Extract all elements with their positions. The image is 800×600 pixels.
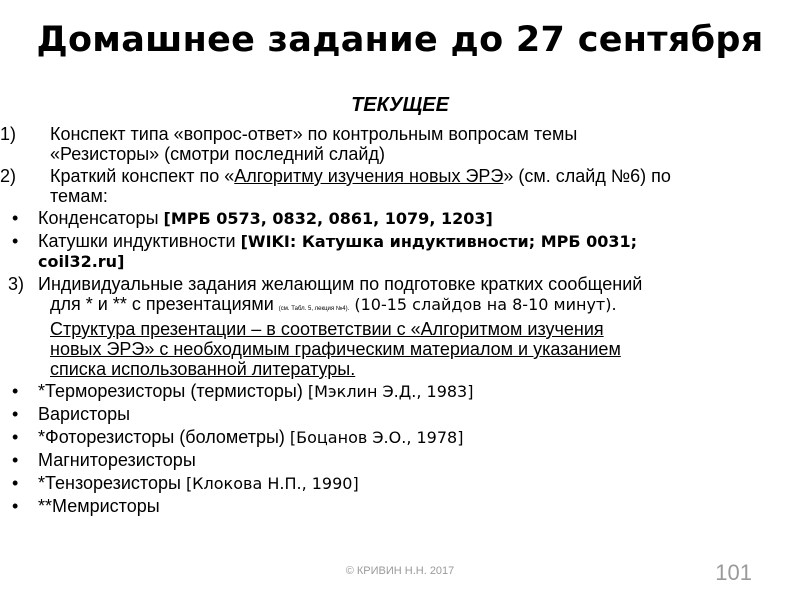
- slide-title: Домашнее задание до 27 сентября: [36, 20, 764, 60]
- topic-item: [0, 473, 800, 494]
- item-line: списка использованной литературы.: [50, 359, 356, 379]
- bullet-dot: •: [12, 381, 19, 401]
- topic-ref: [Мэклин Э.Д., 1983]: [307, 382, 474, 401]
- list-item-1: [0, 124, 800, 164]
- topic-item: [0, 496, 800, 517]
- item-line: Индивидуальные задания желающим по подготовке кратких сообщений: [38, 274, 643, 294]
- bullet-capacitors: [0, 208, 800, 229]
- topic-ref: [Клокова Н.П., 1990]: [185, 474, 359, 493]
- item-line: новых ЭРЭ» с необходимым графическим материалом и указанием: [50, 339, 621, 359]
- topic-text: *Терморезисторы (термисторы): [38, 381, 308, 401]
- bullet-dot: •: [12, 473, 19, 493]
- topic-ref: [Боцанов Э.О., 1978]: [289, 428, 464, 447]
- slide-subtitle: ТЕКУЩЕЕ: [351, 94, 449, 116]
- list-item-3: [0, 274, 800, 379]
- bullet-inductors: [0, 231, 800, 272]
- item-line: Конспект типа «вопрос-ответ» по контрольным вопросам темы: [50, 124, 578, 144]
- item-tiny-note: (см. Табл. 5, лекция №4).: [278, 306, 350, 312]
- bullet-dot: •: [12, 427, 19, 447]
- item-line: «Резисторы» (смотри последний слайд): [50, 144, 385, 164]
- item-line: [50, 294, 765, 319]
- item-number: 2): [0, 166, 17, 186]
- bullet-text: Конденсаторы: [38, 208, 164, 228]
- algorithm-link[interactable]: Алгоритму изучения новых ЭРЭ: [234, 166, 504, 186]
- topic-item: [0, 450, 800, 471]
- item-text: » (см. слайд №6) по: [503, 166, 671, 186]
- bullet-dot: •: [12, 496, 19, 516]
- copyright-footer: © КРИВИН Н.Н. 2017: [345, 565, 455, 577]
- item-text: Краткий конспект по «: [50, 166, 235, 186]
- topic-text: Варисторы: [38, 404, 131, 424]
- item-text: для * и ** с презентациями: [50, 294, 279, 314]
- topic-text: *Тензорезисторы: [38, 473, 186, 493]
- topic-text: Магниторезисторы: [38, 450, 196, 470]
- topic-item: [0, 381, 800, 402]
- item-line: темам:: [50, 186, 108, 206]
- topic-item: [0, 427, 800, 448]
- bullet-dot: •: [12, 404, 19, 424]
- bullet-dot: •: [12, 450, 19, 470]
- bullet-ref-cont: coil32.ru]: [38, 252, 125, 271]
- topic-text: *Фоторезисторы (болометры): [38, 427, 290, 447]
- bullet-ref: [WIKI: Катушка индуктивности; МРБ 0031;: [240, 232, 638, 251]
- bullet-dot: •: [12, 231, 19, 251]
- item-number: 1): [0, 124, 17, 144]
- topic-text: **Мемристоры: [38, 496, 160, 516]
- slide-content: [0, 124, 800, 517]
- list-item-2: [0, 166, 800, 206]
- bullet-ref: [МРБ 0573, 0832, 0861, 1079, 1203]: [163, 209, 493, 228]
- bullet-text: Катушки индуктивности: [38, 231, 241, 251]
- page-number: 101: [715, 560, 752, 585]
- item-text: (10-15 слайдов на 8-10 минут).: [349, 295, 617, 314]
- item-number: 3): [8, 274, 25, 294]
- bullet-dot: •: [12, 208, 19, 228]
- topic-item: [0, 404, 800, 425]
- item-line: [50, 166, 765, 186]
- item-line: Структура презентации – в соответствии с «Алгоритмом изучения: [50, 319, 604, 339]
